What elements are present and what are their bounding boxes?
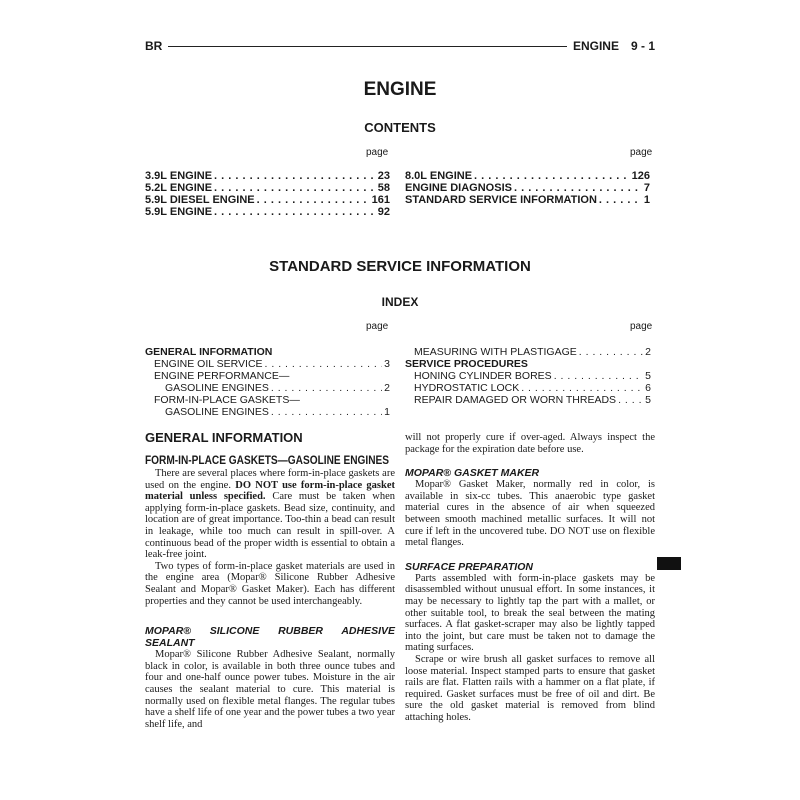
toc-entry[interactable] [405, 182, 650, 194]
index-group: GENERAL INFORMATION [145, 346, 273, 358]
paragraph: Scrape or wire brush all gasket surfaces to remove all loose material. Inspect stamped parts to ensure that gasket rails are flat. Flatten rails with a hammer on a flat plate, if required. Gasket surfaces must be free of oil and dirt. Be sure the old gasket material is removed from blind attaching holes. [405, 653, 655, 723]
header-left: BR [145, 39, 163, 53]
text: 161 [371, 194, 390, 206]
surface-preparation-heading: SURFACE PREPARATION [405, 560, 533, 573]
text: 5 [645, 394, 651, 406]
dot-leader [474, 170, 630, 182]
dot-leader [214, 206, 376, 218]
text: 5.9L ENGINE [145, 206, 213, 218]
text: STANDARD SERVICE INFORMATION [405, 194, 597, 206]
gasket-maker-heading: MOPAR® GASKET MAKER [405, 467, 540, 480]
text: REPAIR DAMAGED OR WORN THREADS [414, 394, 617, 406]
index-entry: ENGINE PERFORMANCE— [154, 370, 290, 382]
text: 92 [377, 206, 390, 218]
index-entry[interactable] [405, 346, 651, 358]
dot-leader [265, 358, 383, 370]
index-right [405, 346, 651, 406]
contents-right [405, 170, 650, 206]
index-page-label-right: page [630, 321, 653, 332]
text: MEASURING WITH PLASTIGAGE [414, 346, 577, 358]
dot-leader [214, 170, 376, 182]
left-column-text [145, 468, 395, 730]
contents-page-label-left: page [366, 147, 389, 158]
text: 5.2L ENGINE [145, 182, 213, 194]
index-entry[interactable] [405, 370, 651, 382]
running-header [145, 38, 655, 54]
index-group: SERVICE PROCEDURES [405, 358, 528, 370]
dot-leader [271, 406, 382, 418]
text: GASOLINE ENGINES [165, 406, 269, 418]
index-entry[interactable] [145, 406, 390, 418]
contents-left [145, 170, 390, 218]
header-page-number: 9 - 1 [630, 39, 655, 53]
text: Care must be taken when applying form-in-place gaskets. Bead size, continuity, and location are of great importance. Too-thin a bead can result in leakage, while too much can result in spill-over. A continuous bead of the proper width is essential to obtain a leak-free joint. [145, 491, 396, 561]
dot-leader [618, 394, 643, 406]
dot-leader [521, 382, 643, 394]
index-heading: INDEX [381, 295, 419, 309]
text: 2 [384, 382, 390, 394]
header-rule [168, 46, 567, 47]
text: 3 [384, 358, 390, 370]
text: 5 [645, 370, 651, 382]
index-entry[interactable] [145, 382, 390, 394]
header-right: ENGINE [572, 39, 619, 53]
page-title: ENGINE [363, 79, 437, 100]
right-column-text [405, 432, 655, 723]
text: 126 [631, 170, 650, 182]
text: ENGINE OIL SERVICE [154, 358, 263, 370]
contents-heading: CONTENTS [364, 120, 436, 135]
paragraph: Two types of form-in-place gasket materials are used in the engine area (Mopar® Silicone Rubber Adhesive Sealant and Mopar® Gasket Maker). Each has different properties and they cannot be used interchangeably. [145, 560, 395, 607]
toc-entry[interactable] [145, 182, 390, 194]
text: 1 [384, 406, 390, 418]
paragraph: will not properly cure if over-aged. Always inspect the package for the expiration date before use. [405, 432, 655, 455]
index-entry[interactable] [405, 382, 651, 394]
dot-leader [271, 382, 382, 394]
section-title: STANDARD SERVICE INFORMATION [269, 258, 531, 275]
text: 58 [377, 182, 390, 194]
general-information-heading: GENERAL INFORMATION [145, 430, 303, 445]
toc-entry[interactable] [145, 170, 390, 182]
dot-leader [514, 182, 642, 194]
silicone-sealant-heading: MOPAR® SILICONE RUBBER ADHESIVE SEALANT [145, 625, 395, 650]
text: GASOLINE ENGINES [165, 382, 269, 394]
toc-entry[interactable] [405, 170, 650, 182]
text: 23 [377, 170, 390, 182]
dot-leader [257, 194, 370, 206]
text: DO NOT use form-in-place gasket material unless specified. [145, 479, 395, 503]
text: 8.0L ENGINE [405, 170, 473, 182]
dot-leader [599, 194, 642, 206]
index-left [145, 346, 390, 418]
index-entry[interactable] [405, 394, 651, 406]
paragraph: Mopar® Silicone Rubber Adhesive Sealant, normally black in color, is available in both three ounce tubes and four and one-half ounce power tubes. Moisture in the air causes the sealant material to cure. This material is normally used on flexible metal flanges. The regular tubes have a shelf life of one year and the power tubes a two year shelf life, and [145, 649, 395, 730]
dot-leader [554, 370, 643, 382]
index-entry[interactable] [145, 358, 390, 370]
text: ENGINE DIAGNOSIS [405, 182, 512, 194]
text: 2 [645, 346, 651, 358]
form-in-place-heading: FORM-IN-PLACE GASKETS—GASOLINE ENGINES [145, 455, 390, 467]
index-page-label-left: page [366, 321, 389, 332]
text: 6 [645, 382, 651, 394]
toc-entry[interactable] [145, 194, 390, 206]
index-entry: FORM-IN-PLACE GASKETS— [154, 394, 300, 406]
text: HYDROSTATIC LOCK [414, 382, 520, 394]
text: There are several places where form-in-place gaskets are used on the engine. [145, 468, 395, 491]
text: 7 [643, 182, 650, 194]
dot-leader [579, 346, 643, 358]
text: 5.9L DIESEL ENGINE [145, 194, 255, 206]
text: HONING CYLINDER BORES [414, 370, 552, 382]
text: 3.9L ENGINE [145, 170, 213, 182]
toc-entry[interactable] [405, 194, 650, 206]
contents-page-label-right: page [630, 147, 653, 158]
toc-entry[interactable] [145, 206, 390, 218]
section-thumb-tab [657, 557, 681, 570]
paragraph: Parts assembled with form-in-place gaskets may be disassembled without unusual effort. In some instances, it may be necessary to lightly tap the part with a mallet, or other suitable tool, to break the seal between the mating surfaces. A flat gasket-scraper may also be lightly tapped into the joint, but care must be taken not to damage the mating surfaces. [405, 572, 655, 654]
dot-leader [214, 182, 376, 194]
paragraph [145, 468, 395, 561]
text: 1 [643, 194, 650, 206]
paragraph: Mopar® Gasket Maker, normally red in color, is available in six-cc tubes. This anaerobic type gasket material cures in the absence of air when squeezed between smooth machined metallic surfaces. It will not cure if left in the uncovered tube. DO NOT use on flexible metal flanges. [405, 479, 655, 549]
